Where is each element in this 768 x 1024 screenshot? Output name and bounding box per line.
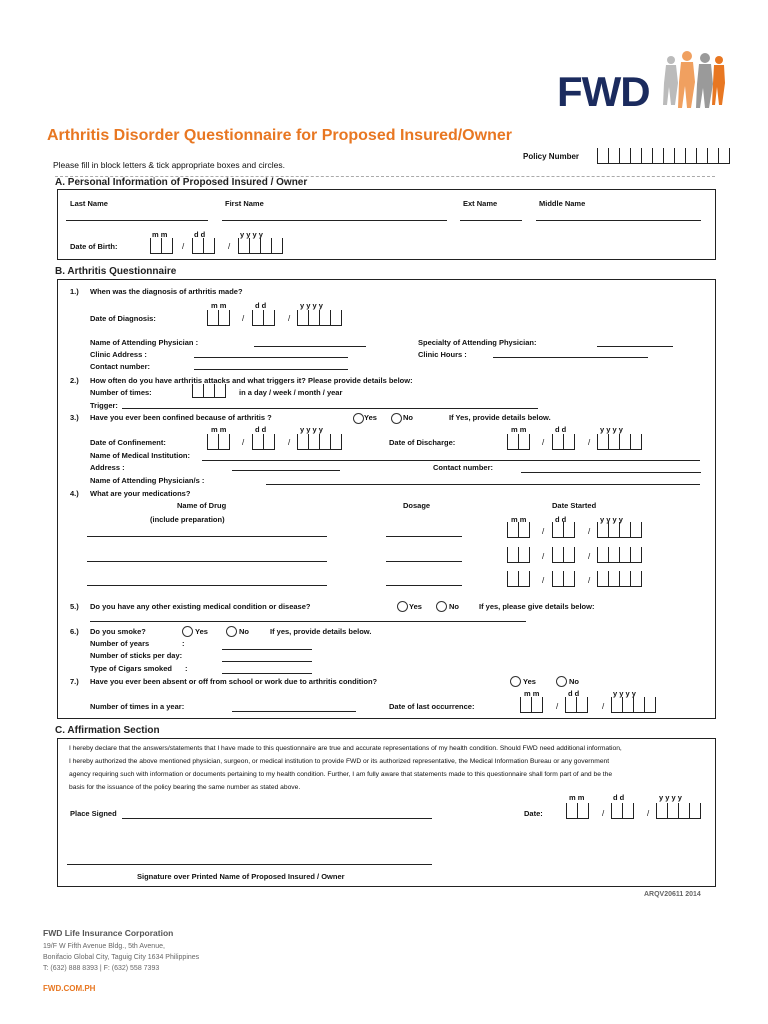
- sign-date-dd[interactable]: [611, 803, 634, 818]
- med1-dd[interactable]: [552, 522, 575, 537]
- trigger-field[interactable]: [122, 408, 538, 409]
- logo-text: FWD: [557, 68, 650, 115]
- diagnosis-mm[interactable]: [207, 310, 230, 325]
- dob-label: Date of Birth:: [70, 242, 118, 251]
- section-c-title: C. Affirmation Section: [55, 725, 160, 736]
- diagnosis-date-label: Date of Diagnosis:: [90, 314, 156, 323]
- footer-company: FWD Life Insurance Corporation: [43, 928, 174, 938]
- section-b-title: B. Arthritis Questionnaire: [55, 266, 177, 277]
- q5-yes-radio[interactable]: [397, 601, 408, 612]
- q3-yes-radio[interactable]: [353, 413, 364, 424]
- ext-name-field[interactable]: [460, 220, 522, 221]
- q7-no-radio[interactable]: [556, 676, 567, 687]
- confinement-yyyy[interactable]: [297, 434, 342, 449]
- absent-times-field[interactable]: [232, 711, 356, 712]
- dob-mm[interactable]: [150, 238, 173, 253]
- q1-text: When was the diagnosis of arthritis made?: [90, 287, 243, 296]
- first-name-label: First Name: [225, 199, 264, 208]
- attending-physicians-field[interactable]: [266, 484, 700, 485]
- confinement-mm[interactable]: [207, 434, 230, 449]
- clinic-hours-field[interactable]: [493, 357, 648, 358]
- discharge-dd[interactable]: [552, 434, 575, 449]
- drug-field-2[interactable]: [87, 561, 327, 562]
- signature-field[interactable]: [67, 864, 432, 865]
- middle-name-label: Middle Name: [539, 199, 586, 208]
- med3-yyyy[interactable]: [597, 571, 642, 586]
- drug-field-1[interactable]: [87, 536, 327, 537]
- form-title: Arthritis Disorder Questionnaire for Proposed Insured/Owner: [47, 127, 512, 144]
- clinic-address-field[interactable]: [194, 357, 348, 358]
- dob-yyyy[interactable]: [238, 238, 283, 253]
- discharge-yyyy[interactable]: [597, 434, 642, 449]
- institution-field[interactable]: [202, 460, 700, 461]
- place-signed-label: Place Signed: [70, 809, 117, 818]
- signature-label: Signature over Printed Name of Proposed Insured / Owner: [137, 872, 345, 881]
- med2-mm[interactable]: [507, 547, 530, 562]
- last-occurrence-dd[interactable]: [565, 697, 588, 712]
- mm-label: m m: [152, 230, 168, 239]
- place-signed-field[interactable]: [122, 818, 432, 819]
- med1-yyyy[interactable]: [597, 522, 642, 537]
- smoking-years-field[interactable]: [222, 649, 312, 650]
- q5-no-radio[interactable]: [436, 601, 447, 612]
- ext-name-label: Ext Name: [463, 199, 498, 208]
- med2-dd[interactable]: [552, 547, 575, 562]
- last-occurrence-yyyy[interactable]: [611, 697, 656, 712]
- diagnosis-dd[interactable]: [252, 310, 275, 325]
- med2-yyyy[interactable]: [597, 547, 642, 562]
- yyyy-label: y y y y: [240, 230, 263, 239]
- sticks-per-day-field[interactable]: [222, 661, 312, 662]
- last-name-label: Last Name: [70, 199, 108, 208]
- specialty-field[interactable]: [597, 346, 673, 347]
- physician-field[interactable]: [254, 346, 366, 347]
- drug-field-3[interactable]: [87, 585, 327, 586]
- middle-name-field[interactable]: [536, 220, 701, 221]
- dosage-field-3[interactable]: [386, 585, 462, 586]
- sign-date-mm[interactable]: [566, 803, 589, 818]
- last-occurrence-mm[interactable]: [520, 697, 543, 712]
- clinic-contact-field[interactable]: [194, 369, 348, 370]
- q3-no-radio[interactable]: [391, 413, 402, 424]
- dob-dd[interactable]: [192, 238, 215, 253]
- dd-label: d d: [194, 230, 206, 239]
- q6-yes-radio[interactable]: [182, 626, 193, 637]
- dosage-field-2[interactable]: [386, 561, 462, 562]
- other-condition-field[interactable]: [90, 621, 526, 622]
- form-code: ARQV20611 2014: [644, 891, 701, 898]
- med1-mm[interactable]: [507, 522, 530, 537]
- institution-contact-field[interactable]: [521, 472, 701, 473]
- q7-yes-radio[interactable]: [510, 676, 521, 687]
- policy-number-label: Policy Number: [523, 152, 580, 161]
- discharge-mm[interactable]: [507, 434, 530, 449]
- institution-address-field[interactable]: [232, 470, 340, 471]
- first-name-field[interactable]: [222, 220, 447, 221]
- fwd-logo: [557, 62, 727, 122]
- q6-no-radio[interactable]: [226, 626, 237, 637]
- diagnosis-yyyy[interactable]: [297, 310, 342, 325]
- last-name-field[interactable]: [66, 220, 208, 221]
- sign-date-yyyy[interactable]: [656, 803, 701, 818]
- instructions: Please fill in block letters & tick appropriate boxes and circles.: [53, 160, 285, 170]
- cigar-type-field[interactable]: [222, 673, 312, 674]
- dosage-field-1[interactable]: [386, 536, 462, 537]
- med3-dd[interactable]: [552, 571, 575, 586]
- section-a-title: A. Personal Information of Proposed Insured / Owner: [55, 177, 308, 188]
- med3-mm[interactable]: [507, 571, 530, 586]
- attack-times[interactable]: [192, 384, 226, 397]
- runners-icon: [657, 48, 727, 108]
- confinement-dd[interactable]: [252, 434, 275, 449]
- policy-number-input[interactable]: [597, 148, 730, 163]
- footer-website[interactable]: FWD.COM.PH: [43, 984, 96, 993]
